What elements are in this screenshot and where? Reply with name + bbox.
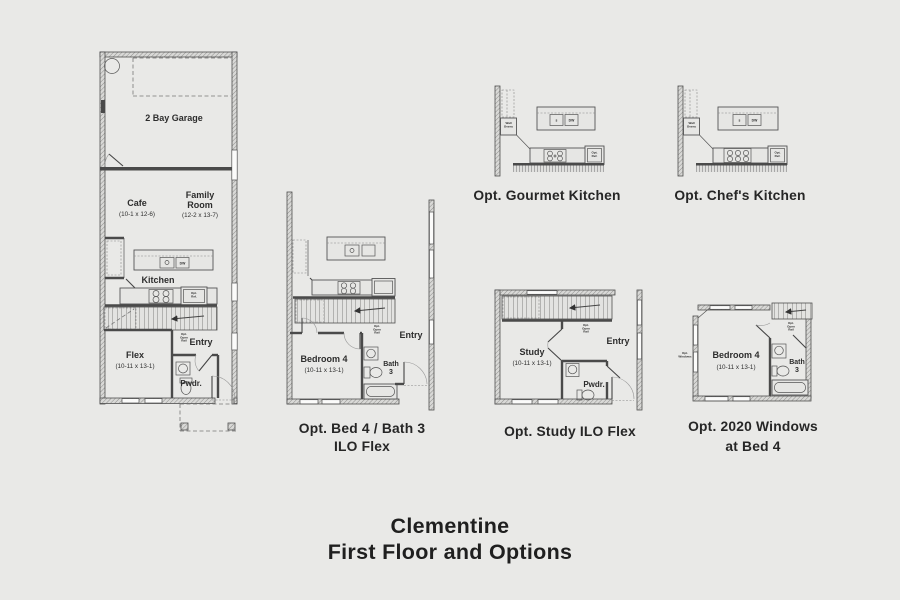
sink-label: s xyxy=(555,118,558,123)
entry-label: Entry xyxy=(189,337,213,347)
sink-label: s xyxy=(738,118,741,123)
bedroom4-dim: (10-11 x 13-1) xyxy=(716,364,756,371)
opt-bed4-label-line1: Opt. Bed 4 / Bath 3 xyxy=(298,421,426,436)
opt-gourmet-kitchen-plan xyxy=(473,86,620,203)
opt-study-label: Opt. Study ILO Flex xyxy=(504,424,636,439)
dishwasher-label: DW xyxy=(179,261,186,266)
opt-windows-label: Opt. Windows xyxy=(678,351,692,359)
opt-bed4-label-line2: ILO Flex xyxy=(333,439,391,454)
opt-study-plan xyxy=(495,290,642,439)
opt-chefs-kitchen-plan xyxy=(674,86,805,203)
opt-ref-label: Opt. Ref. xyxy=(774,150,781,158)
study-double-doors xyxy=(548,320,562,361)
main-floor-plan xyxy=(100,52,237,431)
front-porch xyxy=(180,404,237,431)
wall-ovens-label: Wall Ovens xyxy=(503,121,514,129)
opt-ref-label: Opt. Ref. xyxy=(191,291,197,299)
opt-open-rail-label: Opt. Open Rail xyxy=(787,321,795,332)
kitchen-island xyxy=(134,250,213,270)
garage xyxy=(105,58,232,166)
pwdr-label: Pwdr. xyxy=(583,380,605,389)
dishwasher-label: DW xyxy=(751,118,758,123)
title-line1: Clementine xyxy=(390,514,510,538)
bedroom4-label: Bedroom 4 xyxy=(300,354,348,364)
bedroom4-dim: (10-11 x 13-1) xyxy=(304,367,344,374)
win-stairs xyxy=(772,303,812,319)
pwdr-label: Pwdr. xyxy=(180,379,202,388)
main-stairs xyxy=(104,307,217,330)
opt-open-rail-label: Opt. Open Rail xyxy=(582,323,590,334)
bath3-label: Bath 3 xyxy=(789,359,805,374)
opt-chefs-kitchen-label: Opt. Chef's Kitchen xyxy=(674,188,806,203)
opt-gourmet-kitchen-label: Opt. Gourmet Kitchen xyxy=(473,188,621,203)
opt-ref-label: Opt. Ref. xyxy=(591,150,598,158)
study-label: Study xyxy=(519,347,545,357)
diagram-title xyxy=(328,514,573,564)
study-labels xyxy=(504,323,636,439)
opt-open-rail-label: Opt. Open Rail xyxy=(180,332,188,343)
kitchen-label: Kitchen xyxy=(141,275,175,285)
study-entry-door xyxy=(612,377,634,401)
flex-label: Flex xyxy=(125,350,145,360)
opt-windows-label-line1: Opt. 2020 Windows xyxy=(688,419,818,434)
bed4-entry-door xyxy=(395,362,428,386)
bed4-stairs xyxy=(295,299,395,323)
kitchen-closet xyxy=(105,238,137,290)
cafe-dim: (10-1 x 12-6) xyxy=(118,211,156,218)
cafe-label: Cafe xyxy=(127,198,147,208)
opt-windows-label-line2: at Bed 4 xyxy=(725,439,781,454)
bath3-label: Bath 3 xyxy=(383,361,399,376)
title-line2: First Floor and Options xyxy=(327,540,573,564)
entry-label: Entry xyxy=(606,336,630,346)
dishwasher-label: DW xyxy=(568,118,575,123)
bedroom4-label: Bedroom 4 xyxy=(712,350,760,360)
entry-label: Entry xyxy=(399,330,423,340)
study-dim: (10-11 x 13-1) xyxy=(512,360,552,367)
flex-dim: (10-11 x 13-1) xyxy=(115,363,155,370)
front-entry-door xyxy=(212,376,235,400)
family-room-dim: (12-2 x 13-7) xyxy=(181,212,219,219)
family-room-label: Family Room xyxy=(185,190,215,211)
opt-windows-plan xyxy=(678,303,818,454)
main-exterior-walls xyxy=(100,52,237,404)
opt-open-rail-label: Opt. Open Rail xyxy=(373,324,381,335)
opt-bed4-bath3-plan xyxy=(287,192,434,454)
garage-label: 2 Bay Garage xyxy=(145,113,203,123)
study-stairs xyxy=(502,296,612,321)
wall-ovens-label: Wall Ovens xyxy=(686,121,697,129)
kitchen-counter xyxy=(105,287,217,306)
